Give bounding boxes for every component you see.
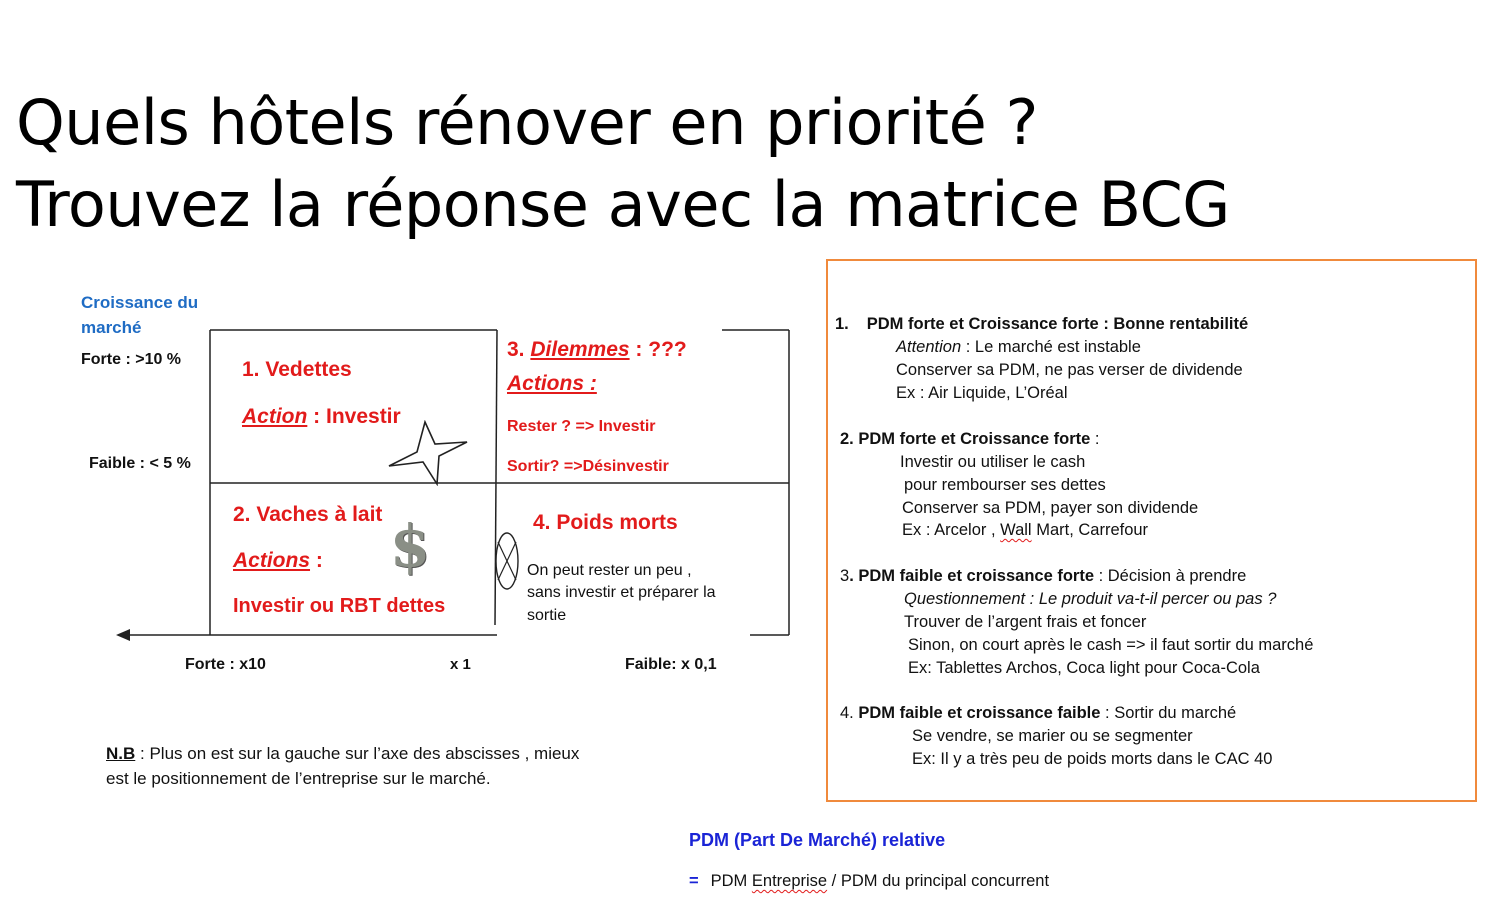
q2-action-detail: Investir ou RBT dettes (233, 595, 446, 617)
star-icon (385, 420, 471, 486)
legend-s2-line1: Investir ou utiliser le cash (900, 453, 1086, 471)
q3-line2: Sortir? =>Désinvestir (507, 458, 669, 475)
pdm-title: PDM (Part De Marché) relative (689, 830, 946, 850)
legend-s1-line2: Conserver sa PDM, ne pas verser de dividende (896, 361, 1243, 379)
legend-s4-line2: Ex: Il y a très peu de poids morts dans le CAC 40 (912, 750, 1273, 768)
legend-s2-line4: Ex : Arcelor , Wall Mart, Carrefour (902, 521, 1149, 539)
y-axis-low-label: Faible : < 5 % (89, 455, 191, 472)
legend-s3-line1: Questionnement : Le produit va-t-il percer ou pas ? (904, 590, 1277, 608)
legend-box (826, 259, 1477, 802)
q3-line1: Rester ? => Investir (507, 418, 656, 435)
legend-s4-line1: Se vendre, se marier ou se segmenter (912, 727, 1193, 745)
dollar-icon: $ (389, 512, 431, 580)
x-axis-strong-label: Forte : x10 (185, 656, 266, 673)
y-axis-label-line1: Croissance du (81, 293, 199, 312)
q3-title: 3. Dilemmes : ??? (507, 338, 687, 361)
page-title-line2: Trouvez la réponse avec la matrice BCG (16, 168, 1230, 241)
q1-action: Action : Investir (242, 405, 401, 428)
q2-title: 2. Vaches à lait (233, 503, 383, 526)
legend-s1-line3: Ex : Air Liquide, L’Oréal (896, 384, 1068, 402)
y-axis-label-line2: marché (81, 318, 142, 337)
x-axis-mid-label: x 1 (450, 656, 471, 673)
dog-icon (493, 530, 521, 592)
q4-line3: sortie (527, 607, 567, 624)
x-axis-weak-label: Faible: x 0,1 (625, 656, 717, 673)
legend-s3-title: 3. PDM faible et croissance forte : Décision à prendre (840, 567, 1247, 585)
q1-title: 1. Vedettes (242, 358, 352, 381)
legend-s4-title: 4. PDM faible et croissance faible : Sortir du marché (840, 704, 1237, 722)
q4-title: 4. Poids morts (533, 511, 678, 534)
legend-s3-line2: Trouver de l’argent frais et foncer (904, 613, 1147, 631)
legend-s1-line1: Attention : Le marché est instable (896, 338, 1141, 356)
legend-s3-line3: Sinon, on court après le cash => il faut sortir du marché (908, 636, 1314, 654)
y-axis-high-label: Forte : >10 % (81, 351, 182, 368)
legend-s2-title: 2. PDM forte et Croissance forte : (840, 430, 1100, 448)
legend-s3-line4: Ex: Tablettes Archos, Coca light pour Coca-Cola (908, 659, 1260, 677)
q4-line1: On peut rester un peu , (527, 562, 692, 579)
q4-line2: sans investir et préparer la (527, 584, 716, 601)
legend-s2-line2: pour rembourser ses dettes (904, 476, 1106, 494)
q3-action: Actions : (507, 372, 597, 395)
pdm-formula: = PDM Entreprise / PDM du principal concurrent (689, 872, 1050, 890)
note-line1: N.B : Plus on est sur la gauche sur l’axe des abscisses , mieux (106, 744, 580, 763)
legend-s2-line3: Conserver sa PDM, payer son dividende (902, 499, 1199, 517)
legend-s1-title: 1. PDM forte et Croissance forte : Bonne rentabilité (835, 315, 1249, 333)
q2-action: Actions : (233, 549, 323, 572)
note-line2: est le positionnement de l’entreprise sur le marché. (106, 769, 491, 788)
page-title-line1: Quels hôtels rénover en priorité ? (16, 86, 1038, 159)
